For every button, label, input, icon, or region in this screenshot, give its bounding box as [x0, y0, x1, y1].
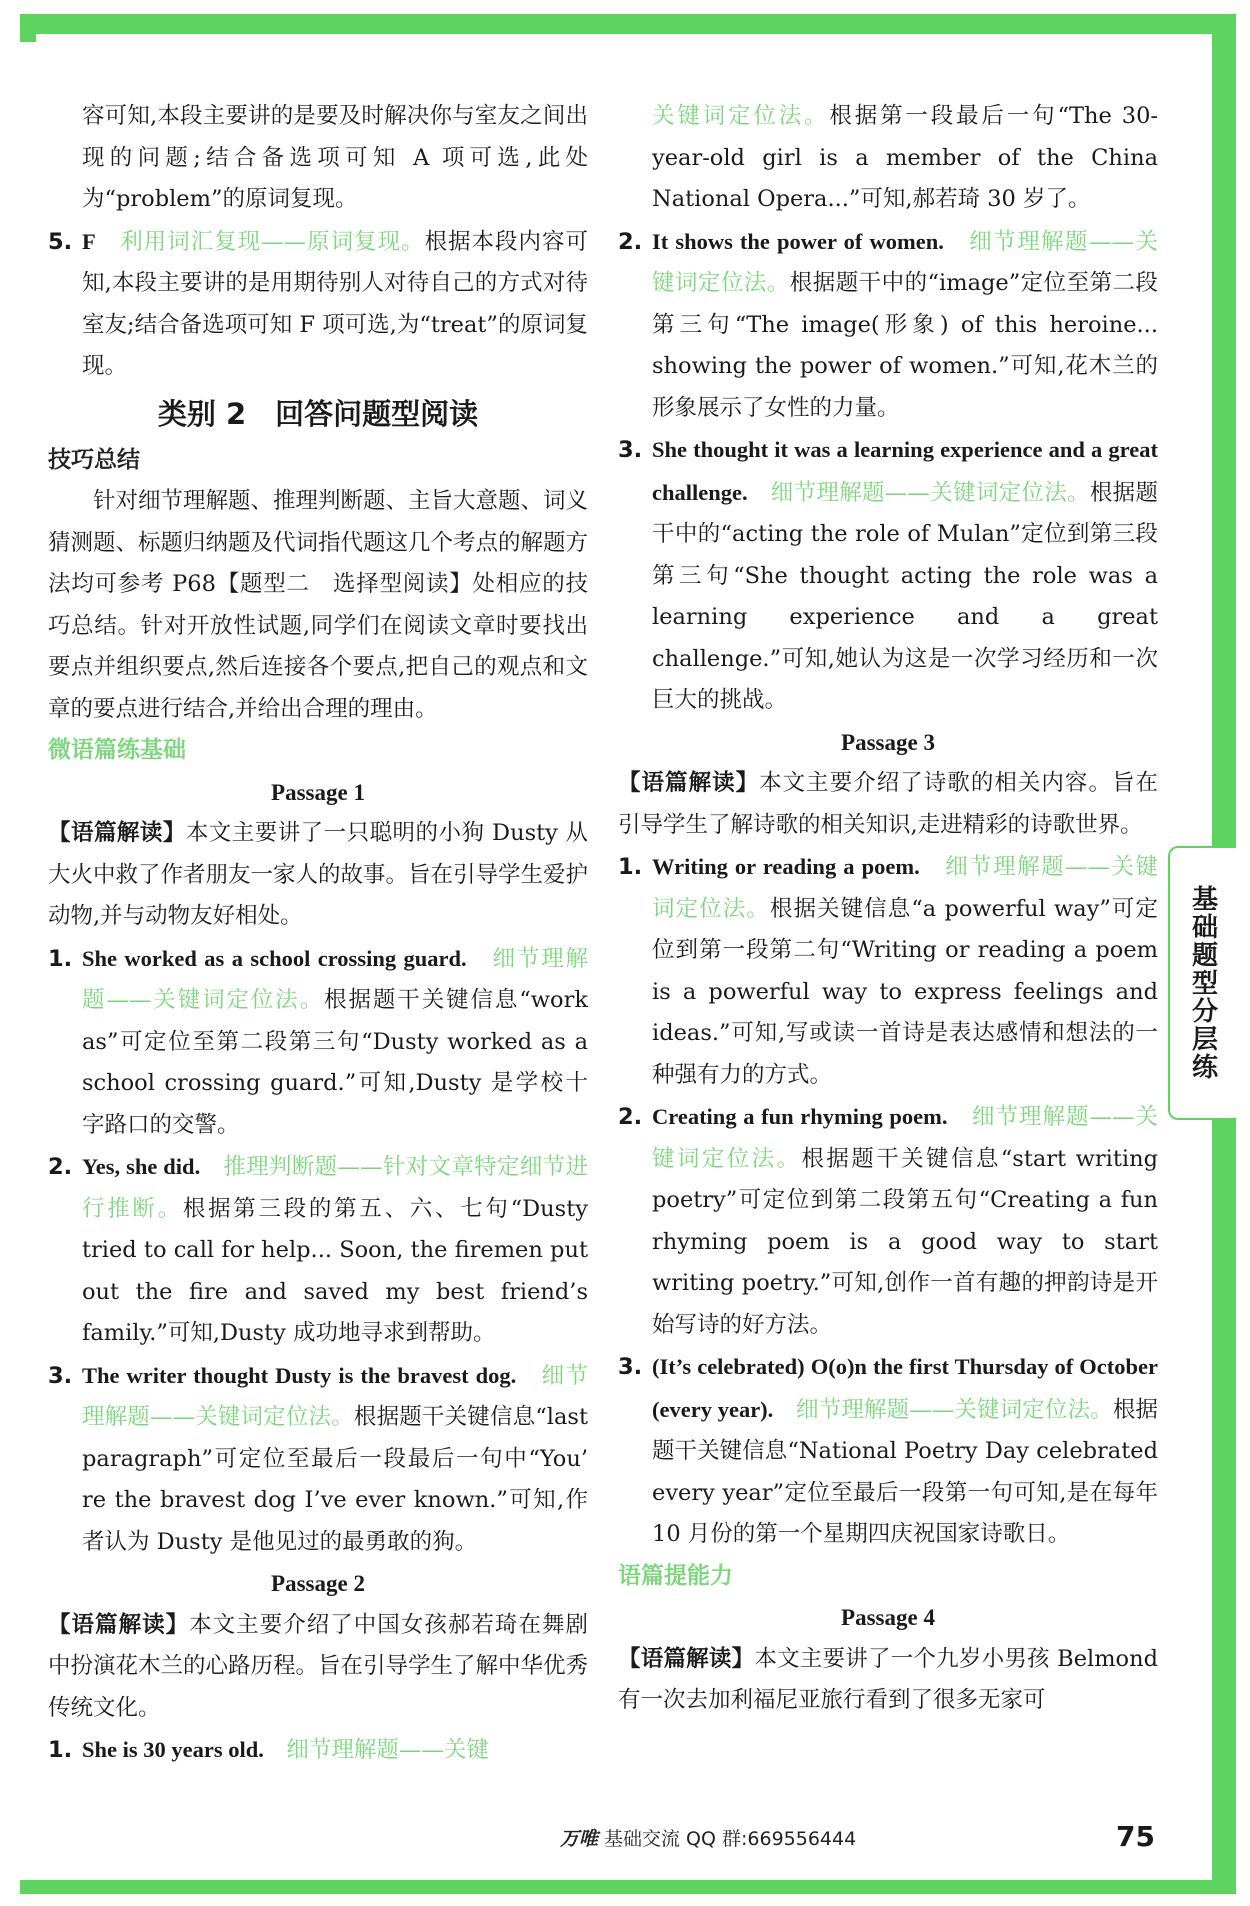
side-tab-label: 基础题型分层练	[1187, 885, 1218, 1081]
continued-answer-text: 容可知,本段主要讲的是要及时解决你与室友之间出现的问题;结合备选项可知 A 项可选,此处为“problem”的原词复现。	[82, 103, 588, 212]
passage-1-intro: 【语篇解读】本文主要讲了一只聪明的小狗 Dusty 从大火中救了作者朋友一家人的故事。旨在引导学生爱护动物,并与动物友好相处。	[48, 820, 589, 929]
passage-3-answer-3: 3. (It’s celebrated) O(o)n the first Thursday of October (every year). 细节理解题——关键词定位法。根据题干关键信息“National Poetry Day celebrated every year”定位至最后一段第一句可知,是在每年 10 月份的第一个星期四庆祝国家诗歌日。	[618, 1354, 1158, 1547]
page-footer	[560, 1824, 856, 1851]
passage-3-answer-1: 1. Writing or reading a poem. 细节理解题——关键词定位法。根据关键信息“a powerful way”可定位到第一段第二句“Writing or reading a poem is a powerful way to express feelings and ideas.”可知,写或读一首诗是表达感情和想法的一种强有力的方式。	[618, 854, 1158, 1088]
passage-2-title: Passage 2	[271, 1571, 365, 1596]
passage-2-intro: 【语篇解读】本文主要介绍了中国女孩郝若琦在舞剧中扮演花木兰的心路历程。旨在引导学生了解中华优秀传统文化。	[48, 1611, 589, 1721]
answer-item-5: 5. F 利用词汇复现——原词复现。根据本段内容可知,本段主要讲的是用期待别人对待自己的方式对待室友;结合备选项可知 F 项可选,为“treat”的原词复现。	[48, 228, 588, 379]
right-column	[618, 96, 1158, 1722]
skill-summary-heading: 技巧总结	[48, 446, 140, 473]
brand-logo: 万唯	[560, 1828, 599, 1850]
section-side-tab	[1168, 846, 1236, 1120]
passage-3-title: Passage 3	[841, 729, 935, 755]
passage-3-answer-2: 2. Creating a fun rhyming poem. 细节理解题——关键词定位法。根据题干关键信息“start writing poetry”可定位到第二段第五句“Creating a fun rhyming poem is a good way to start writing poetry.”可知,创作一首有趣的押韵诗是开始写诗的好方法。	[618, 1104, 1158, 1338]
footer-text: 基础交流 QQ 群:669556444	[604, 1828, 857, 1850]
passage-4-intro: 【语篇解读】本文主要讲了一个九岁小男孩 Belmond 有一次去加利福尼亚旅行看到了很多无家可	[618, 1645, 1158, 1713]
section-subtitle-2: 语篇提能力	[618, 1562, 733, 1589]
passage-1-answer-3: 3. The writer thought Dusty is the bravest dog. 细节理解题——关键词定位法。根据题干关键信息“last paragraph”可定位至最后一段最后一句中“You’ re the bravest dog I’ve ever known.”可知,作者认为 Dusty 是他见过的最勇敢的狗。	[48, 1362, 588, 1555]
page-frame-top	[20, 14, 1232, 34]
continued-answer-text-right: 关键词定位法。根据第一段最后一句“The 30-year-old girl is a member of the China National Opera...”可知,郝若琦 30 岁了。	[652, 103, 1158, 212]
passage-1-title: Passage 1	[271, 779, 365, 805]
left-column	[48, 96, 588, 1772]
passage-1-answer-2: 2. Yes, she did. 推理判断题——针对文章特定细节进行推断。根据第三段的第五、六、七句“Dusty tried to call for help... Soon, the firemen put out the fire and saved my best friend’s family.”可知,Dusty 成功地寻求到帮助。	[48, 1154, 588, 1346]
passage-3-intro: 【语篇解读】本文主要介绍了诗歌的相关内容。旨在引导学生了解诗歌的相关知识,走进精彩的诗歌世界。	[618, 770, 1158, 838]
skill-summary-text: 针对细节理解题、推理判断题、主旨大意题、词义猜测题、标题归纳题及代词指代题这几个考点的解题方法均可参考 P68【题型二 选择型阅读】处相应的技巧总结。针对开放性试题,同学们在阅读文章时要找出要点并组织要点,然后连接各个要点,把自己的观点和文章的要点进行结合,并给出合理的理由。	[48, 488, 589, 722]
page-frame-bottom	[20, 1880, 1236, 1894]
section-subtitle: 微语篇练基础	[48, 737, 186, 763]
question-type-tag: 利用词汇复现——原词复现。	[120, 228, 425, 255]
passage-2-answer-1: 1. She is 30 years old. 细节理解题——关键	[48, 1737, 489, 1763]
category-title: 类别 2 回答问题型阅读	[157, 396, 479, 431]
passage-1-answer-1: 1. She worked as a school crossing guard. 细节理解题——关键词定位法。根据题干关键信息“work as”可定位至第二段第三句“Dusty worked as a school crossing guard.”可知,Dusty 是学校十字路口的交警。	[48, 945, 588, 1138]
passage-2-answer-2: 2. It shows the power of women. 细节理解题——关键词定位法。根据题干中的“image”定位至第二段第三句“The image(形象) of this heroine... showing the power of women.”可知,花木兰的形象展示了女性的力量。	[618, 228, 1158, 421]
page-frame-left	[20, 14, 36, 42]
passage-2-answer-3: 3. She thought it was a learning experience and a great challenge. 细节理解题——关键词定位法。根据题干中的“acting the role of Mulan”定位到第三段第三句“She thought acting the role was a learning experience and a great challenge.”可知,她认为这是一次学习经历和一次巨大的挑战。	[618, 437, 1158, 713]
passage-4-title: Passage 4	[841, 1605, 935, 1630]
page-number: 75	[1116, 1820, 1155, 1853]
